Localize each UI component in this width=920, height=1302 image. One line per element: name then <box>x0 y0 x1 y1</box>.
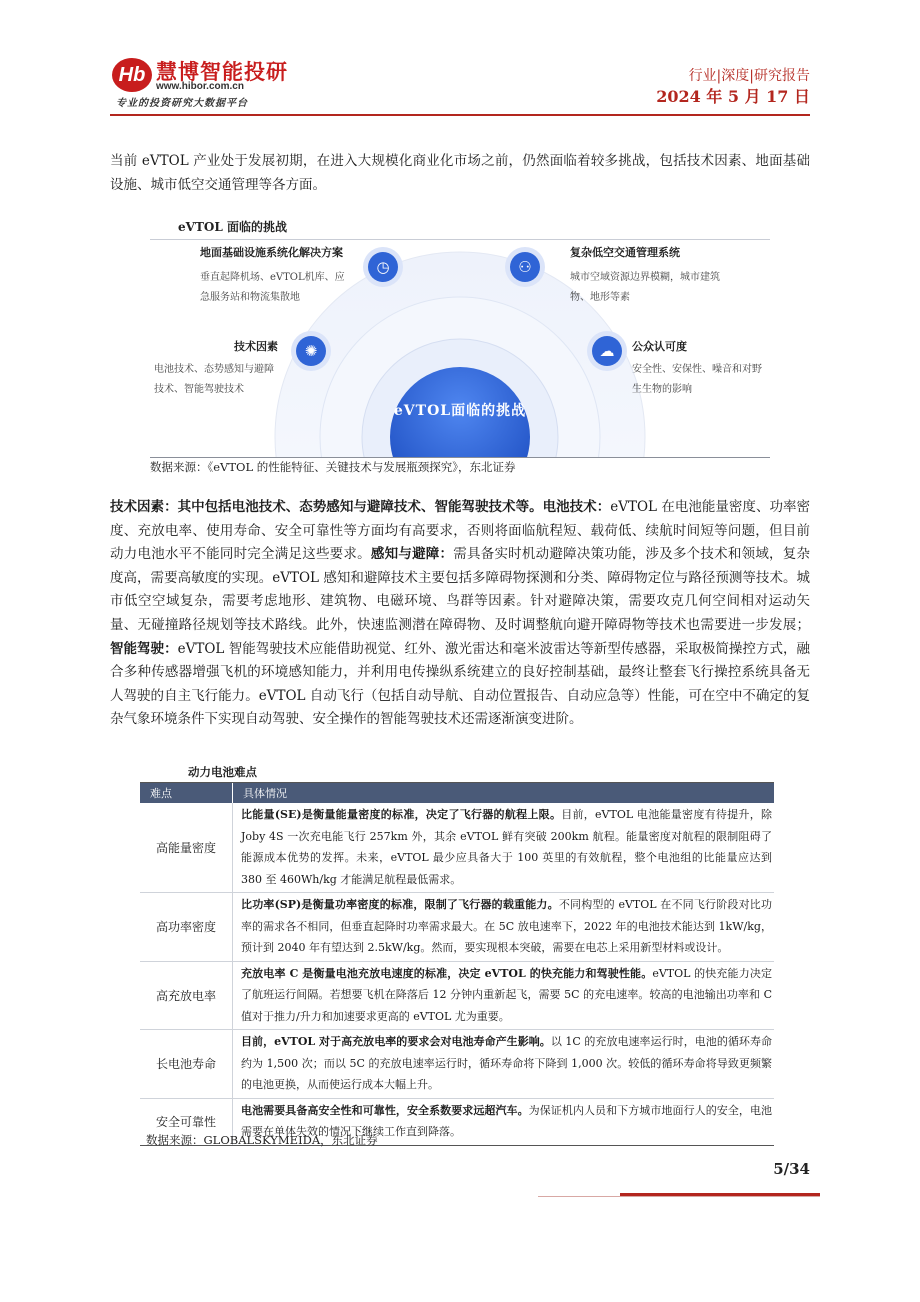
report-date: 2024 年 5 月 17 日 <box>656 87 810 106</box>
row-detail-bold: 充放电率 C 是衡量电池充放电速度的标准，决定 eVTOL 的快充能力和驾驶性能。 <box>241 966 653 980</box>
row-detail <box>233 893 775 962</box>
row-name: 高充放电率 <box>140 961 233 1030</box>
smart-driving-text: eVTOL 智能驾驶技术应能借助视觉、红外、激光雷达和毫米波雷达等新型传感器，采取极简操控方式，融合多种传感器增强飞机的环境感知能力，并利用电传操纵系统建立的良好控制基础，最终让整套飞行操控系统具备无人驾驶的自主飞行能力。eVTOL 自动飞行（包括自动导航、自动位置报告、自动应急等）性能，可在空中不确定的复杂气象环境条件下实现自动驾驶、安全操作的智能驾驶技术还需逐渐演变进阶。 <box>110 640 811 728</box>
logo-badge-icon: Hb <box>112 58 152 92</box>
table-title: 动力电池难点 <box>188 765 257 779</box>
battery-tech-label: 电池技术： <box>542 499 611 515</box>
logo <box>112 56 302 108</box>
users-icon: ⚇ <box>510 252 540 282</box>
figure-title: eVTOL 面临的挑战 <box>178 220 287 234</box>
cloud-icon: ☁ <box>592 336 622 366</box>
tech-factors-lead: 技术因素：其中包括电池技术、态势感知与避障技术、智能驾驶技术等。 <box>110 499 543 515</box>
row-detail-text: 不同构型的 eVTOL 在不同飞行阶段对比功率的需求各不相同，但垂直起降时功率需求最大。在 5C 放电速率下，2022 年的电池技术能达到 1kW/kg，预计到 2040 年有望达到 2.5kW/kg。然而，要实现根本突破，需要在电芯上采用新型材料或设计。 <box>241 898 772 954</box>
table-row <box>140 803 774 893</box>
clock-icon: ◷ <box>368 252 398 282</box>
logo-slogan: 专业的投资研究大数据平台 <box>116 98 248 109</box>
challenge-desc-public: 安全性、安保性、噪音和对野生生物的影响 <box>632 364 762 395</box>
page-number: 5/34 <box>773 1160 810 1178</box>
figure-bottom-rule <box>150 457 770 458</box>
report-meta <box>656 66 810 108</box>
tech-factors-paragraph <box>110 496 810 732</box>
challenge-desc-infrastructure: 垂直起降机场、eVTOL机库、应急服务站和物流集散地 <box>200 272 345 303</box>
challenge-title-tech: 技术因素 <box>234 340 278 353</box>
challenge-title-infrastructure: 地面基础设施系统化解决方案 <box>200 246 343 259</box>
header-details: 具体情况 <box>233 783 775 803</box>
row-detail <box>233 961 775 1030</box>
figure-source: 数据来源：《eVTOL 的性能特征、关键技术与发展瓶颈探究》，东北证券 <box>150 460 516 474</box>
challenge-desc-traffic: 城市空域资源边界模糊，城市建筑物、地形等素 <box>570 272 720 303</box>
row-detail-text: eVTOL 的快充能力决定了航班运行间隔。若想要飞机在降落后 12 分钟内重新起飞，需要 5C 的充电速率。较高的电池输出功率和 C 值对于推力/升力和加速要求更高的 eVTOL 尤为重要。 <box>241 966 773 1023</box>
lightbulb-icon: ✺ <box>296 336 326 366</box>
challenge-title-traffic: 复杂低空交通管理系统 <box>570 246 680 259</box>
smart-driving-label: 智能驾驶： <box>110 640 178 657</box>
row-detail-bold: 比能量(SE)是衡量能量密度的标准，决定了飞行器的航程上限。 <box>241 808 562 821</box>
footer-rule-thin <box>538 1196 820 1197</box>
table-row <box>140 961 774 1030</box>
row-detail-bold: 目前，eVTOL 对于高充放电率的要求会对电池寿命产生影响。 <box>241 1035 551 1048</box>
row-detail <box>233 803 775 893</box>
table-header-row <box>140 783 774 803</box>
row-detail-text: 为保证机内人员和下方城市地面行人的安全，电池需要在单体失效的情况下继续工作直到降落。 <box>241 1103 773 1138</box>
perception-text: 需具备实时机动避障决策功能，涉及多个技术和领域，复杂度高，需要高敏度的实现。eVTOL 感知和避障技术主要包括多障碍物探测和分类、障碍物定位与路径预测等技术。城市低空空域复杂，需要考虑地形、建筑物、电磁环境、鸟群等因素。针对避障决策，需要攻克几何空间相对运动矢量、无碰撞路径规划等技术路线。此外，快速监测潜在障碍物、及时调整航向避开障碍物等技术也需要进一步发展； <box>110 546 811 633</box>
row-name: 高功率密度 <box>140 893 233 962</box>
battery-tech-text: eVTOL 在电池能量密度、功率密度、充放电率、使用寿命、安全可靠性等方面均有高要求，否则将面临航程短、载荷低、续航时间短等问题，但目前动力电池水平不能同时完全满足这些要求。 <box>110 499 811 563</box>
challenge-title-public: 公众认可度 <box>632 340 687 353</box>
table-row <box>140 1030 774 1099</box>
logo-name: 慧博智能投研 <box>156 61 288 84</box>
row-detail-bold: 比功率(SP)是衡量功率密度的标准，限制了飞行器的载重能力。 <box>241 898 559 911</box>
row-detail <box>233 1030 775 1099</box>
logo-url: www.hibor.com.cn <box>156 81 244 92</box>
row-detail-bold: 电池需要具备高安全性和可靠性，安全系数要求远超汽车。 <box>241 1103 529 1117</box>
header-divider <box>110 114 810 116</box>
intro-paragraph: 当前 eVTOL 产业处于发展初期，在进入大规模化商业化市场之前，仍然面临着较多挑战，包括技术因素、地面基础设施、城市低空交通管理等各方面。 <box>110 153 810 193</box>
report-type: 行业|深度|研究报告 <box>688 68 810 84</box>
row-detail-text: 以 1C 的充放电速率运行时，电池的循环寿命约为 1,500 次；而以 5C 的充放电速率运行时，循环寿命将下降到 1,000 次。较低的循环寿命将导致更频繁的电池更换，从而使运行成本大幅上升。 <box>241 1035 772 1091</box>
row-name: 安全可靠性 <box>140 1098 233 1145</box>
header-difficulty: 难点 <box>140 783 233 803</box>
table-row <box>140 893 774 962</box>
table-source: 数据来源：GLOBALSKYMEIDA，东北证券 <box>146 1133 378 1147</box>
challenges-figure <box>150 212 770 458</box>
footer-rule-thick <box>620 1193 820 1196</box>
row-name: 长电池寿命 <box>140 1030 233 1099</box>
battery-difficulties-table <box>140 783 774 1146</box>
challenge-desc-tech: 电池技术、态势感知与避障技术、智能驾驶技术 <box>154 364 274 395</box>
perception-label: 感知与避障： <box>370 546 454 563</box>
center-label: eVTOL面临的挑战 <box>393 403 527 419</box>
row-name: 高能量密度 <box>140 803 233 893</box>
row-detail-text: 目前，eVTOL 电池能量密度有待提升，除 Joby 4S 一次充电能飞行 257km 外，其余 eVTOL 鲜有突破 200km 航程。能量密度对航程的限制阻碍了能源成本优势的发挥。未来，eVTOL 最少应具备大于 100 英里的有效航程，整个电池组的比能量应达到 380 至 460Wh/kg 才能满足航程最低需求。 <box>241 808 772 886</box>
